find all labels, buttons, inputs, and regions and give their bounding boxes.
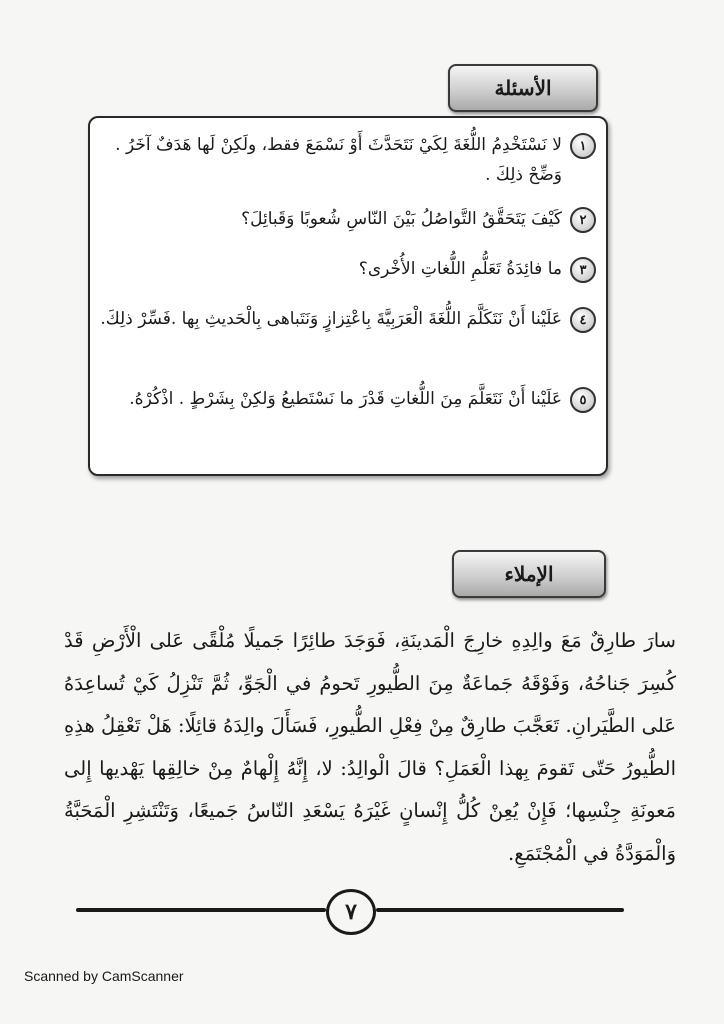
question-text: كَيْفَ يَتَحَقَّقُ التَّواصُلُ بَيْنَ النّاسِ شُعوبًا وَقَبائِلَ؟ [241,209,562,229]
question-number: ٢ [570,207,596,233]
page-number: ٧ [326,889,376,935]
dictation-paragraph: سارَ طارِقٌ مَعَ والِدِهِ خارِجَ الْمَدينَةِ، فَوَجَدَ طائِرًا جَميلًا مُلْقًى عَلى الْأَرْضِ قَدْ كُسِرَ جَناحُهُ، وَفَوْقَهُ جَماعَةٌ مِنَ الطُّيورِ تَحومُ في الْجَوِّ، ثُمَّ تَنْزِلُ كَيْ تُساعِدَهُ عَلى الطَّيَرانِ. تَعَجَّبَ طارِقٌ مِنْ فِعْلِ الطُّيورِ، فَسَأَلَ والِدَهُ قائِلًا: هَلْ تَعْقِلُ هذِهِ الطُّيورُ حَتّى تَقومَ بِهذا الْعَمَلِ؟ قالَ الْوالِدُ: لا، إِنَّهُ إِلْهامٌ مِنْ خالِقِها يَهْديها إِلى مَعونَةِ جِنْسِها؛ فَإِنْ يُعِنْ كُلُّ إِنْسانٍ غَيْرَهُ يَسْعَدِ النّاسُ جَميعًا، وَتَنْتَشِرِ الْمَحَبَّةُ وَالْمَوَدَّةُ في الْمُجْتَمَعِ. [64,629,676,865]
question-item [100,130,596,190]
question-number: ١ [570,133,596,159]
question-number: ٣ [570,257,596,283]
question-item [100,304,596,334]
question-text: عَلَيْنا أَنْ نَتَكَلَّمَ اللُّغَةَ الْعَرَبِيَّةَ بِاعْتِزازٍ وَنَتَباهى بِالْحَديثِ بِها .فَسِّرْ ذلِكَ. [100,309,562,329]
question-item [100,254,596,284]
dictation-section-title: الإملاء [452,550,606,598]
footer-rule-right [376,908,624,912]
questions-box [88,116,608,476]
questions-section-title: الأسئلة [448,64,598,112]
question-item [100,204,596,234]
question-text: ما فائِدَةُ تَعَلُّمِ اللُّغاتِ الأُخْرى؟ [358,259,562,279]
question-text: عَلَيْنا أَنْ نَتَعَلَّمَ مِنَ اللُّغاتِ قَدْرَ ما نَسْتَطيعُ وَلكِنْ بِشَرْطٍ . اذْكُرْهُ. [129,389,562,409]
question-number: ٥ [570,387,596,413]
question-text: لا نَسْتَخْدِمُ اللُّغَةَ لِكَيْ نَتَحَدَّثَ أَوْ نَسْمَعَ فقط، ولَكِنْ لَها هَدَفٌ آخَرُ . وَضِّحْ ذلِكَ . [115,135,562,185]
question-item [100,384,596,414]
scanner-watermark: Scanned by CamScanner [24,968,184,984]
footer-rule-left [76,908,326,912]
question-number: ٤ [570,307,596,333]
